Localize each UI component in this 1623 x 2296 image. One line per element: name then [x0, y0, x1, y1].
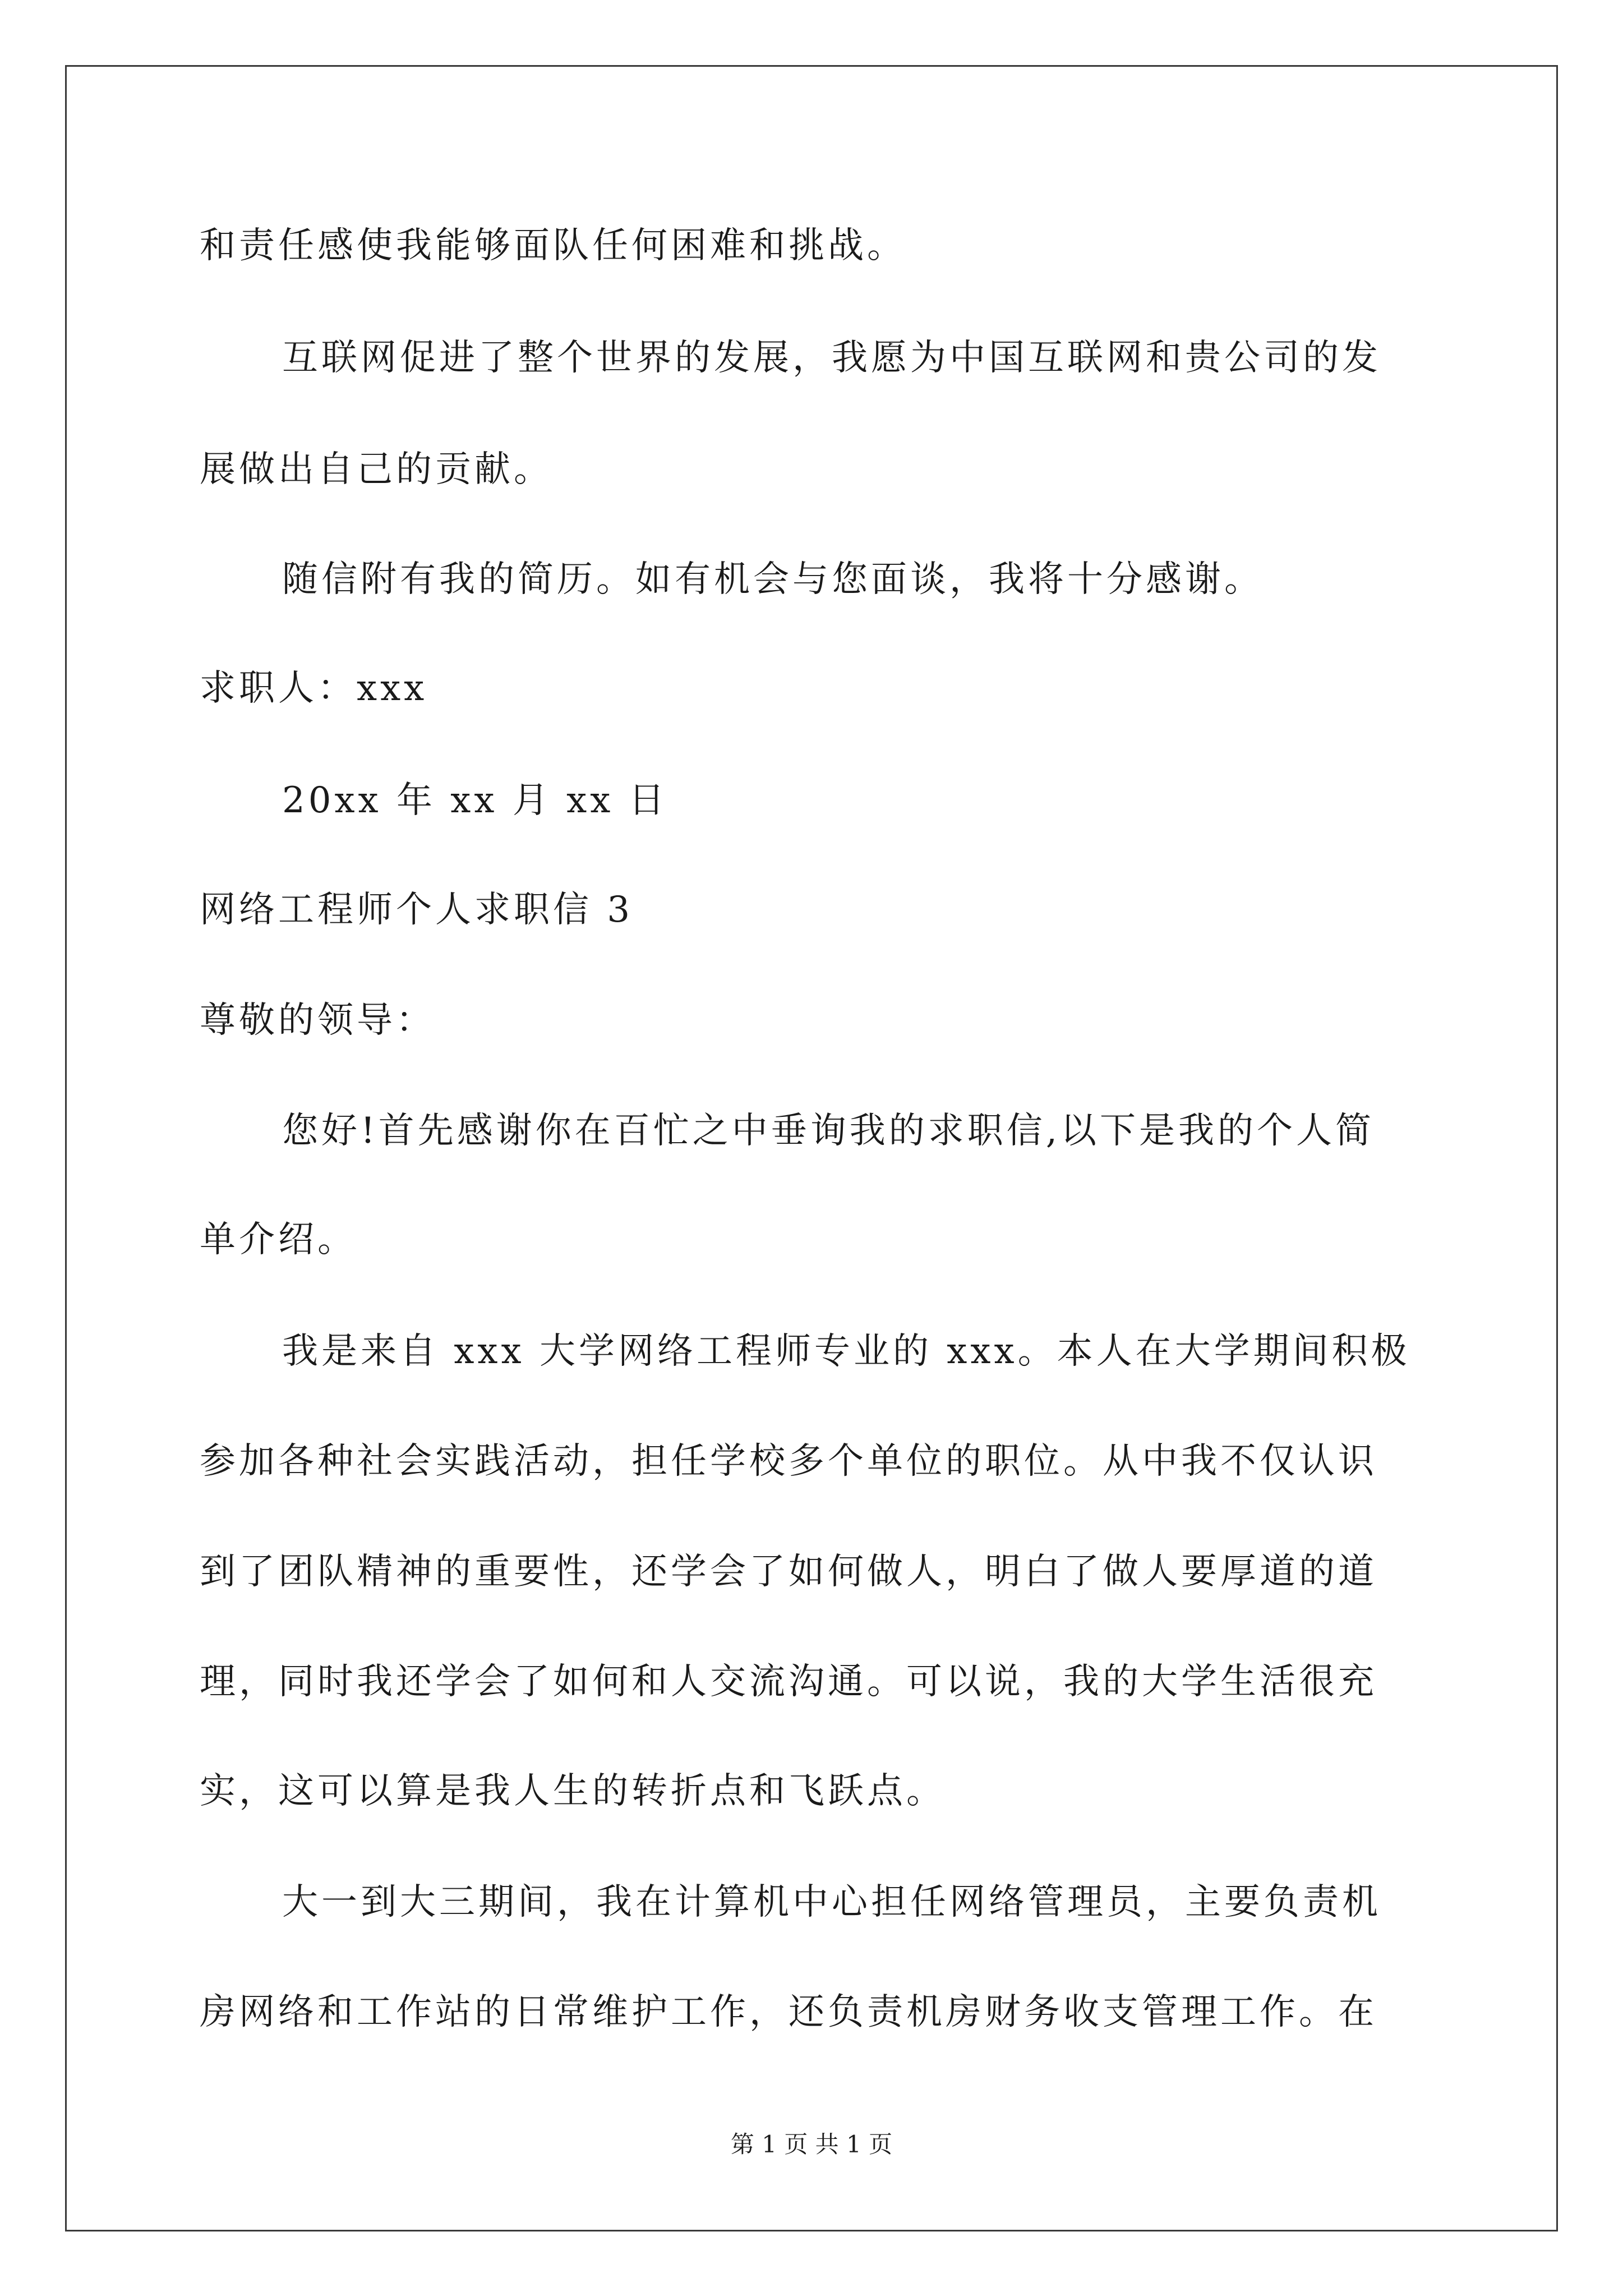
signature-line: 求职人：xxx — [200, 668, 428, 709]
text-line: 展做出自己的贡献。 — [200, 449, 553, 490]
section-title: 网络工程师个人求职信 3 — [200, 889, 634, 931]
text-line: 您好!首先感谢你在百忙之中垂询我的求职信,以下是我的个人简 — [282, 1110, 1375, 1152]
text-line: 我是来自 xxx 大学网络工程师专业的 xxx。本人在大学期间积极 — [282, 1331, 1410, 1372]
text-line: 互联网促进了整个世界的发展，我愿为中国互联网和贵公司的发 — [282, 337, 1381, 379]
text-line: 和责任感使我能够面队任何困难和挑战。 — [200, 225, 906, 266]
page-number: 第 1 页 共 1 页 — [730, 2131, 893, 2158]
text-line: 大一到大三期间，我在计算机中心担任网络管理员，主要负责机 — [282, 1881, 1381, 1923]
text-line: 参加各种社会实践活动，担任学校多个单位的职位。从中我不仅认识 — [200, 1441, 1377, 1482]
text-line: 随信附有我的简历。如有机会与您面谈，我将十分感谢。 — [282, 559, 1264, 600]
text-line: 房网络和工作站的日常维护工作，还负责机房财务收支管理工作。在 — [200, 1991, 1377, 2033]
text-line: 理，同时我还学会了如何和人交流沟通。可以说，我的大学生活很充 — [200, 1661, 1377, 1703]
text-line: 单介绍。 — [200, 1219, 357, 1260]
salutation: 尊敬的领导： — [200, 1000, 435, 1041]
date-line: 20xx 年 xx 月 xx 日 — [282, 780, 668, 821]
text-line: 实，这可以算是我人生的转折点和飞跃点。 — [200, 1770, 946, 1812]
text-line: 到了团队精神的重要性，还学会了如何做人，明白了做人要厚道的道 — [200, 1551, 1377, 1593]
